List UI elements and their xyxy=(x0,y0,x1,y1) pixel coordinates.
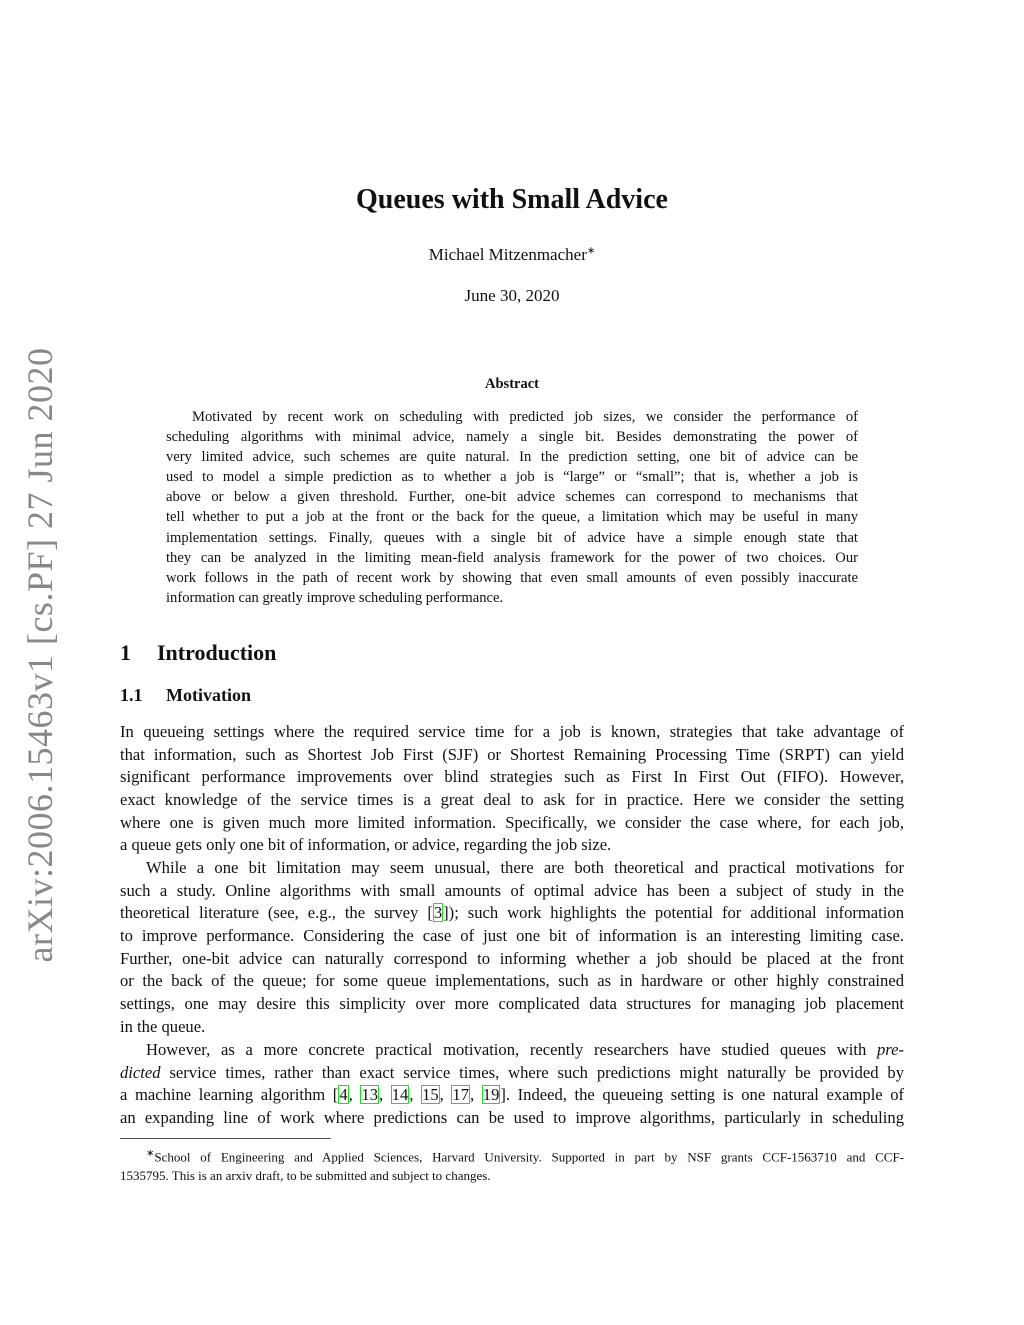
paper-title: Queues with Small Advice xyxy=(356,184,668,215)
section-number: 1 xyxy=(120,640,131,665)
italic-text: dicted xyxy=(120,1062,161,1082)
citation-link[interactable]: 17 xyxy=(452,1085,470,1105)
footnote-mark: ∗ xyxy=(146,1148,155,1159)
author xyxy=(0,245,1024,265)
section-heading xyxy=(120,640,276,666)
text-line: significant performance improvements over blind strategies such as First In First Out (FIFO). However, xyxy=(120,767,904,787)
arxiv-identifier-stamp: arXiv:2006.15463v1 [cs.PF] 27 Jun 2020 xyxy=(20,347,60,963)
abstract-line: very limited advice, such schemes are quite natural. In the prediction setting, one bit of advice can be xyxy=(166,449,858,466)
citation-link[interactable]: 14 xyxy=(391,1085,409,1105)
text-line: exact knowledge of the service times is a great deal to ask for in practice. Here we consider the setting xyxy=(120,789,904,809)
footnote-line xyxy=(120,1144,904,1166)
abstract-body xyxy=(166,407,858,608)
paragraph-2 xyxy=(120,857,904,1038)
text-line xyxy=(120,902,904,925)
author-footnote-mark: ∗ xyxy=(586,245,596,257)
abstract-line: work follows in the path of recent work by showing that even small amounts of even possibly inaccurate xyxy=(166,569,858,586)
text-line: an expanding line of work where predictions can be used to improve algorithms, particularly in scheduling xyxy=(120,1107,904,1127)
text-line: that information, such as Shortest Job First (SJF) or Shortest Remaining Processing Time (SRPT) can yield xyxy=(120,744,904,764)
paragraph-1 xyxy=(120,721,904,857)
citation-link[interactable]: 3 xyxy=(433,903,443,923)
citation-link[interactable]: 15 xyxy=(422,1085,439,1105)
text-line xyxy=(120,1062,904,1085)
text-segment: a machine learning algorithm [ xyxy=(120,1085,339,1105)
text-line xyxy=(120,1039,904,1062)
text-segment: ]); such work highlights the potential for additional information xyxy=(443,903,904,923)
citation-link[interactable]: 19 xyxy=(482,1085,500,1105)
text-line: Further, one-bit advice can naturally correspond to informing whether a job should be placed at the front xyxy=(120,948,904,968)
text-line: While a one bit limitation may seem unusual, there are both theoretical and practical motivations for xyxy=(146,858,904,877)
text-line: to improve performance. Considering the case of just one bit of information is an interesting limiting case. xyxy=(120,925,904,945)
footnote-rule xyxy=(120,1138,331,1139)
text-line: a machine learning algorithm [4, 13, 14, 15, 17, 19]. Indeed, the queueing setting is one natural example of xyxy=(120,1085,905,1105)
text-segment: theoretical literature (see, e.g., the survey [ xyxy=(120,903,433,923)
abstract-line: information can greatly improve scheduling performance. xyxy=(166,589,504,606)
citation-link[interactable]: 4 xyxy=(339,1085,348,1105)
abstract-line: Motivated by recent work on scheduling with predicted job sizes, we consider the performance of xyxy=(192,409,858,425)
subsection-heading xyxy=(120,685,251,706)
abstract-line: scheduling algorithms with minimal advice, namely a single bit. Besides demonstrating the power of xyxy=(166,429,858,446)
text-line: in the queue. xyxy=(120,1016,206,1036)
date: June 30, 2020 xyxy=(464,286,560,305)
abstract-line: used to model a simple prediction as to whether a job is “large” or “small”; that is, whether a job is xyxy=(166,469,858,486)
abstract-line: they can be analyzed in the limiting mean-field analysis framework for the power of two choices. Our xyxy=(166,549,858,566)
italic-text: pre- xyxy=(876,1040,904,1059)
author-name: Michael Mitzenmacher xyxy=(428,245,587,264)
text-line: or the back of the queue; for some queue implementations, such as in hardware or other highly constrained xyxy=(120,971,904,991)
text-line: settings, one may desire this simplicity over more complicated data structures for managing job placement xyxy=(120,993,904,1013)
text-segment: School of Engineering and Applied Sciences, Harvard University. Supported in part by NSF grants CCF-1563710 and CCF- xyxy=(154,1149,904,1165)
footnote-line: 1535795. This is an arxiv draft, to be submitted and subject to changes. xyxy=(120,1168,491,1184)
abstract-line: implementation settings. Finally, queues with a single bit of advice have a simple enough state that xyxy=(166,529,858,546)
text-line: such a study. Online algorithms with small amounts of optimal advice has been a subject of study in the xyxy=(120,880,904,900)
text-line: where one is given much more limited information. Specifically, we consider the case where, for each job, xyxy=(120,812,904,832)
text-segment: However, as a more concrete practical motivation, recently researchers have studied queues with xyxy=(146,1040,877,1059)
text-line: In queueing settings where the required service time for a job is known, strategies that take advantage of xyxy=(120,722,904,741)
paragraph-3 xyxy=(120,1039,904,1130)
abstract-line: tell whether to put a job at the front or the back for the queue, a limitation which may be useful in many xyxy=(166,509,858,526)
abstract-heading: Abstract xyxy=(485,376,539,392)
citation-link[interactable]: 13 xyxy=(361,1085,378,1105)
text-segment: service times, rather than exact service times, where such predictions might naturally be provided by xyxy=(160,1062,904,1082)
footnote xyxy=(120,1144,904,1185)
text-line: a queue gets only one bit of information, or advice, regarding the job size. xyxy=(120,835,612,855)
abstract-line: above or below a given threshold. Further, one-bit advice schemes can correspond to mechanisms that xyxy=(166,489,858,506)
section-title: Introduction xyxy=(157,640,277,665)
subsection-number: 1.1 xyxy=(120,685,143,705)
text-segment: ]. Indeed, the queueing setting is one natural example of xyxy=(500,1085,905,1105)
subsection-title: Motivation xyxy=(166,685,251,705)
